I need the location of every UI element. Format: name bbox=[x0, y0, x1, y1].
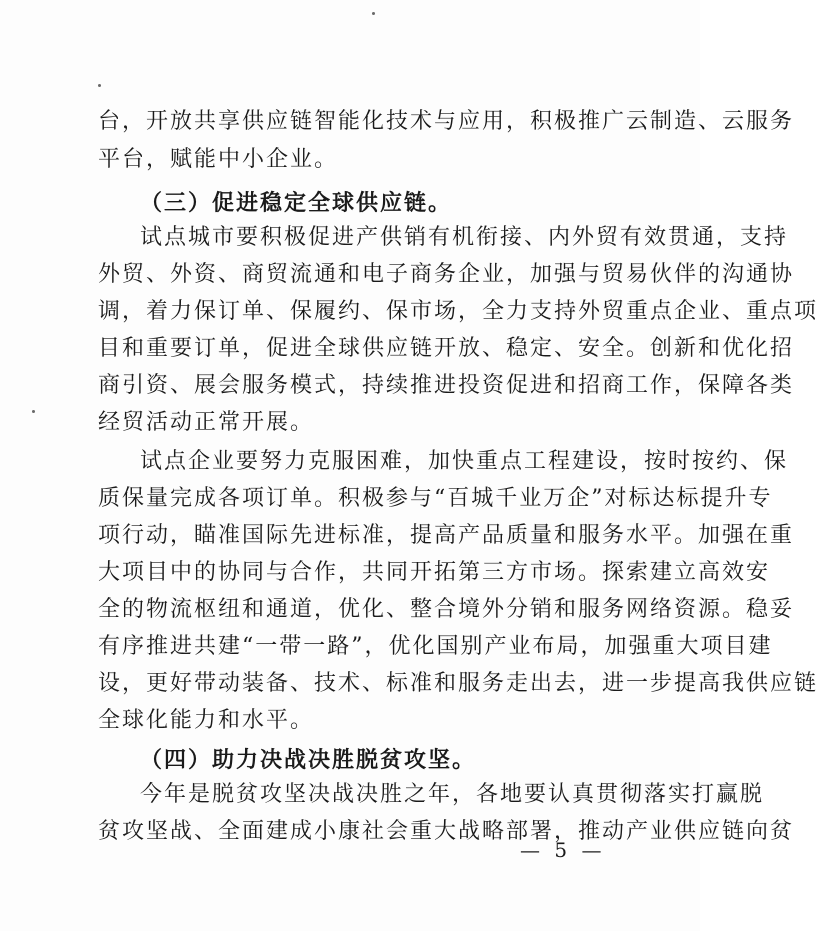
paragraph-line: 商引资、展会服务模式，持续推进投资促进和招商工作，保障各类 bbox=[98, 373, 795, 398]
paragraph-line: 台，开放共享供应链智能化技术与应用，积极推广云制造、云服务 bbox=[98, 109, 795, 134]
scan-speck bbox=[32, 410, 35, 413]
section-heading: （三）促进稳定全球供应链。 bbox=[140, 190, 453, 216]
scan-speck bbox=[372, 12, 375, 15]
paragraph-line: 设，更好带动装备、技术、标准和服务走出去，进一步提高我供应链 bbox=[98, 671, 818, 696]
paragraph-line: 全球化能力和水平。 bbox=[98, 708, 315, 733]
paragraph-line: 今年是脱贫攻坚决战决胜之年，各地要认真贯彻落实打赢脱 bbox=[140, 782, 765, 807]
paragraph-line: 目和重要订单，促进全球供应链开放、稳定、安全。创新和优化招 bbox=[98, 336, 795, 361]
scan-speck bbox=[98, 84, 101, 87]
paragraph-line: 经贸活动正常开展。 bbox=[98, 410, 315, 435]
paragraph-line: 外贸、外资、商贸流通和电子商务企业，加强与贸易伙伴的沟通协 bbox=[98, 262, 795, 287]
paragraph-line: 项行动，瞄准国际先进标准，提高产品质量和服务水平。加强在重 bbox=[98, 523, 795, 548]
paragraph-line: 大项目中的协同与合作，共同开拓第三方市场。探索建立高效安 bbox=[98, 560, 771, 585]
paragraph-line: 试点企业要努力克服困难，加快重点工程建设，按时按约、保 bbox=[140, 449, 789, 474]
paragraph-line: 有序推进共建“一带一路”，优化国别产业布局，加强重大项目建 bbox=[98, 634, 773, 659]
paragraph-line: 质保量完成各项订单。积极参与“百城千业万企”对标达标提升专 bbox=[98, 486, 773, 511]
paragraph-line: 平台，赋能中小企业。 bbox=[98, 147, 339, 172]
section-heading: （四）助力决战决胜脱贫攻坚。 bbox=[140, 747, 477, 773]
paragraph-line: 调，着力保订单、保履约、保市场，全力支持外贸重点企业、重点项 bbox=[98, 299, 818, 324]
paragraph-line: 贫攻坚战、全面建成小康社会重大战略部署，推动产业供应链向贫 bbox=[98, 819, 795, 844]
paragraph-line: 全的物流枢纽和通道，优化、整合境外分销和服务网络资源。稳妥 bbox=[98, 597, 795, 622]
page-number: — 5 — bbox=[520, 838, 606, 862]
paragraph-line: 试点城市要积极促进产供销有机衔接、内外贸有效贯通，支持 bbox=[140, 225, 789, 250]
